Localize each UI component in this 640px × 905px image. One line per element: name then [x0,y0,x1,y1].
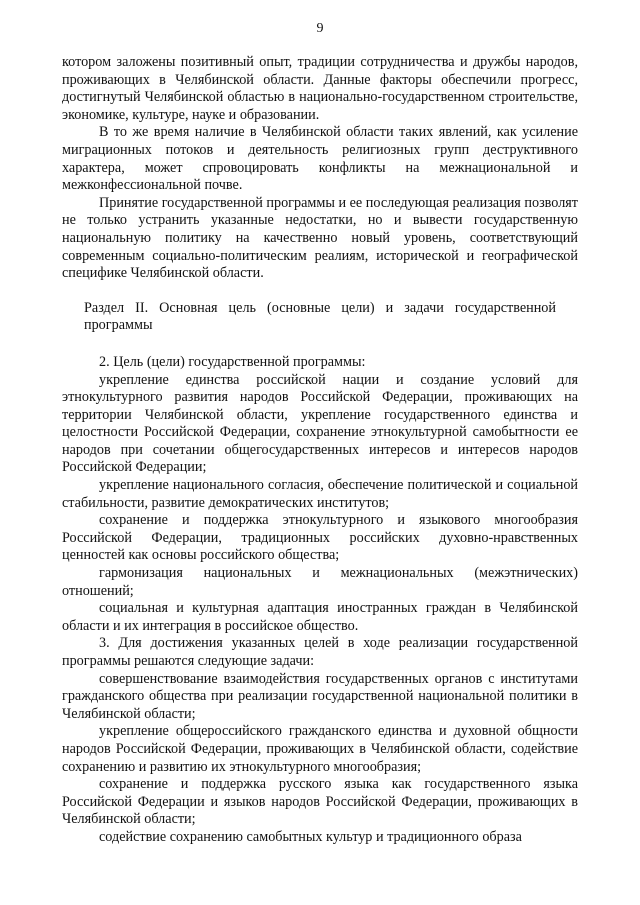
task-item: сохранение и поддержка русского языка как государственного языка Российской Федерации и языков народов Российской Федерации, проживающих в Челябинской области; [62,776,578,828]
goal-item: сохранение и поддержка этнокультурного и языкового многообразия Российской Федерации, традиционных российских духовно-нравственных ценностей как основы российского общества; [62,512,578,564]
goal-item: укрепление единства российской нации и создание условий для этнокультурного развития народов Российской Федерации, проживающих на территории Челябинской области, укрепление государственного единства и целостности Российской Федерации, сохранение этнокультурной самобытности ее народов при сочетании общегосударственных интересов и интересов народов Российской Федерации; [62,371,578,476]
section-heading: Раздел II. Основная цель (основные цели) и задачи государственной программы [84,299,556,334]
document-body [62,54,578,847]
paragraph: В то же время наличие в Челябинской области таких явлений, как усиление миграционных потоков и деятельность религиозных групп деструктивного характера, может спровоцировать конфликты на межнациональной и межконфессиональной почве. [62,124,578,194]
paragraph-continued: котором заложены позитивный опыт, традиции сотрудничества и дружбы народов, проживающих в Челябинской области. Данные факторы обеспечили прогресс, достигнутый Челябинской областью в национально-государственном строительстве, экономике, культуре, науке и образовании. [62,54,578,123]
task-item: 3. Для достижения указанных целей в ходе реализации государственной программы решаются следующие задачи: [62,635,578,669]
goal-item: укрепление национального согласия, обеспечение политической и социальной стабильности, развитие демократических институтов; [62,477,578,511]
paragraph: Принятие государственной программы и ее последующая реализация позволят не только устранить указанные недостатки, но и вывести государственную национальную политику на качественно новый уровень, соответствующий современным социально-политическим реалиям, исторической и географической специфике Челябинской области. [62,194,578,282]
task-item: совершенствование взаимодействия государственных органов с институтами гражданского общества при реализации государственной национальной политики в Челябинской области; [62,670,578,722]
goal-item: 2. Цель (цели) государственной программы: [99,353,366,370]
task-item: укрепление общероссийского гражданского единства и духовной общности народов Российской Федерации, проживающих в Челябинской области, содействие сохранению и развитию их этнокультурного многообразия; [62,723,578,775]
goal-item: гармонизация национальных и межнациональных (межэтнических) отношений; [62,565,578,599]
task-item: содействие сохранению самобытных культур и традиционного образа [99,828,522,845]
goal-item: социальная и культурная адаптация иностранных граждан в Челябинской области и их интеграция в российское общество. [62,600,578,634]
page-number: 9 [316,21,324,36]
